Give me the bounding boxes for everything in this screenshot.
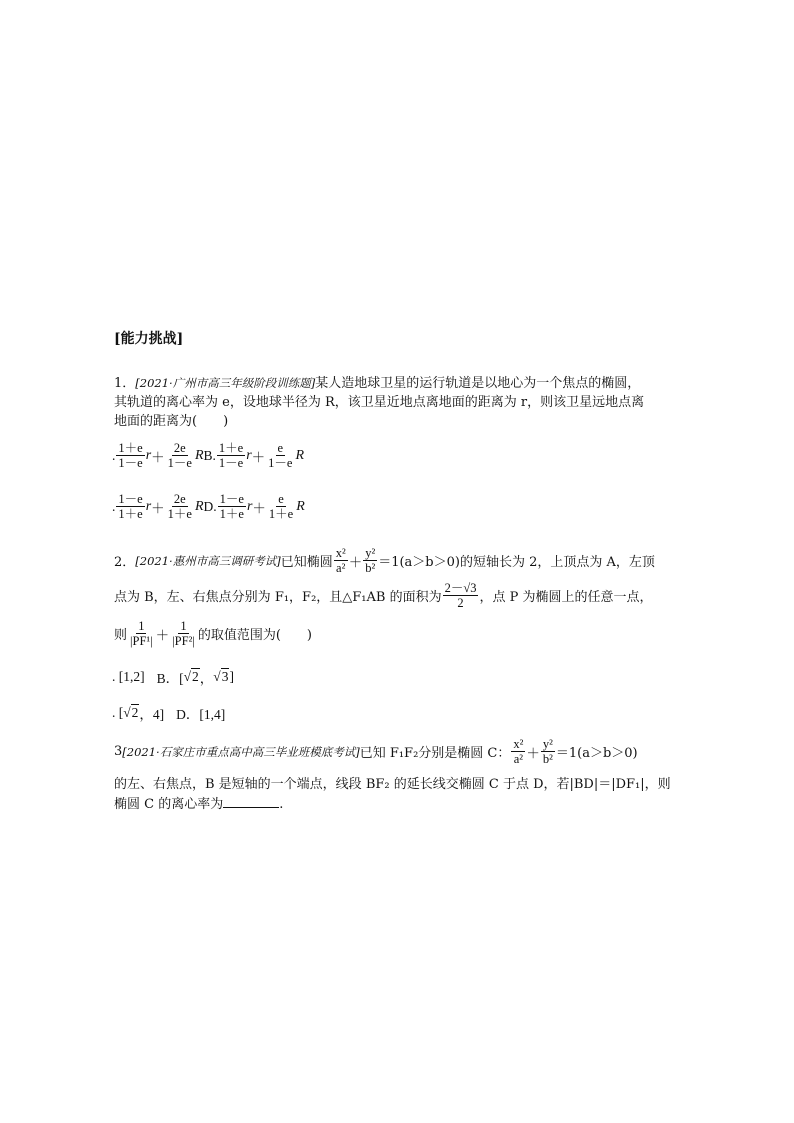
q2-optC-end: ，4] — [139, 707, 165, 722]
q2-line3 — [114, 619, 312, 648]
q2-optB-end: ] — [229, 669, 234, 684]
q2-optC-start: . [ — [112, 705, 124, 720]
q1-number: 1． — [114, 376, 136, 391]
q1-optC-var2: R — [194, 498, 204, 514]
q2-optB-sep: ， — [199, 671, 214, 686]
q3-text1-rest: ＝1(a＞b＞0) — [555, 746, 638, 761]
q1-optA-var2: R — [194, 447, 204, 463]
q3-text1: 已知 F₁F₂分别是椭圆 C： — [359, 746, 511, 761]
q2-optB-label: B．[ — [156, 671, 184, 686]
q3-frac2: $\frac{\text{y²}}{\text{b²}}$ — [542, 737, 553, 766]
q2-recip-frac2: $\frac{1}{\text{|PF²|}}$ — [172, 619, 195, 648]
q1-optB-frac2: $\frac{e}{1-e}$ — [268, 441, 293, 470]
q2-recip-frac1: $\frac{1}{\text{|PF¹|}}$ — [130, 619, 153, 648]
q1-source: [2021·广州市高三年级阶段训练题] — [135, 376, 316, 390]
q3-source: [2021·石家庄市重点高中高三毕业班模底考试] — [122, 744, 360, 759]
q1-optA-plus: ＋ — [151, 449, 165, 465]
q1-optD-plus: ＋ — [252, 500, 266, 516]
q2-line2-text: 点为 B，左、右焦点分别为 F₁，F₂，且△F₁AB 的面积为 — [114, 590, 442, 605]
q1-options-cd — [112, 492, 305, 521]
q1-options-ab — [112, 441, 304, 470]
q1-line2: 其轨道的离心率为 e，设地球半径为 R，该卫星近地点离地面的距离为 r，则该卫星远地点离 — [114, 395, 645, 410]
q1-optD-label: D. — [203, 498, 217, 514]
q1-line1 — [114, 372, 640, 391]
q1-optA-var1: r — [145, 447, 152, 463]
q2-line3-rest: 的取值范围为( ) — [197, 628, 312, 643]
q2-optB-sqrt2: √3 — [213, 669, 229, 684]
q3-frac1: $\frac{\text{x²}}{\text{a²}}$ — [513, 737, 524, 766]
q2-source: [2021·惠州市高三调研考试] — [135, 553, 281, 568]
q2-area-frac: $\frac{2-√3}{2}$ — [444, 581, 477, 610]
q3-line1 — [114, 737, 638, 766]
q2-line3-lead: 则 — [114, 628, 128, 643]
section-title: [能力挑战] — [114, 331, 184, 347]
q3-line3 — [114, 793, 283, 812]
q1-optA-lead: . — [112, 447, 116, 463]
q2-r-plus: ＋ — [155, 627, 170, 643]
q1-optC-var1: r — [145, 498, 152, 514]
q1-optB-plus: ＋ — [251, 449, 266, 465]
q2-line2-rest: ，点 P 为椭圆上的任意一点， — [479, 590, 653, 605]
q2-ell-plus: ＋ — [348, 554, 363, 570]
q1-optC-frac1: $\frac{1-e}{1+e}$ — [118, 492, 143, 521]
q3-line3-text: 椭圆 C 的离心率为 — [114, 797, 224, 812]
q1-optD-var1: r — [246, 498, 253, 514]
q2-options-ab — [112, 667, 234, 687]
q1-optC-lead: . — [112, 498, 116, 514]
answer-blank — [223, 795, 279, 808]
q1-optD-frac2: $\frac{e}{1+e}$ — [268, 492, 294, 521]
q2-ell-rest: ＝1(a＞b＞0)的短轴长为 2，上顶点为 A，左顶 — [378, 555, 655, 570]
q1-line3: 地面的距离为( ) — [114, 414, 229, 429]
q2-options-cd — [112, 703, 225, 723]
q1-optC-frac2: $\frac{2e}{1+e}$ — [167, 492, 192, 521]
q1-optB-frac1: $\frac{1+e}{1-e}$ — [218, 441, 244, 470]
q2-number: 2． — [114, 555, 136, 570]
q1-optB-var2: R — [295, 447, 305, 463]
q1-optB-label: B. — [203, 447, 216, 463]
q2-text1: 已知椭圆 — [280, 555, 333, 570]
q2-optA: . [1,2] — [112, 669, 145, 684]
q2-ellipse-frac1: $\frac{\text{x²}}{\text{a²}}$ — [335, 546, 346, 575]
q3-plus: ＋ — [526, 745, 540, 761]
q1-text1: 某人造地球卫星的运行轨道是以地心为一个焦点的椭圆， — [315, 376, 641, 391]
q3-line3-end: . — [279, 797, 284, 812]
q2-optD: D．[1,4] — [176, 707, 226, 722]
q1-optC-plus: ＋ — [151, 500, 165, 516]
q2-optB-sqrt1: √2 — [183, 669, 199, 684]
q3-number: 3 — [114, 744, 123, 759]
q1-optA-frac1: $\frac{1+e}{1-e}$ — [118, 441, 143, 470]
q1-optA-frac2: $\frac{2e}{1-e}$ — [167, 441, 192, 470]
q2-line1 — [114, 546, 655, 575]
q2-line2 — [114, 581, 652, 610]
q1-optD-var2: R — [296, 498, 305, 514]
q1-optD-frac1: $\frac{1-e}{1+e}$ — [219, 492, 244, 521]
q3-line2: 的左、右焦点，B 是短轴的一个端点，线段 BF₂ 的延长线交椭圆 C 于点 D，若|BD|＝|DF₁|，则 — [114, 777, 671, 792]
q2-optC-sqrt: √2 — [123, 705, 139, 720]
q1-optB-var1: r — [246, 447, 252, 463]
q2-ellipse-frac2: $\frac{\text{y²}}{\text{b²}}$ — [365, 546, 376, 575]
